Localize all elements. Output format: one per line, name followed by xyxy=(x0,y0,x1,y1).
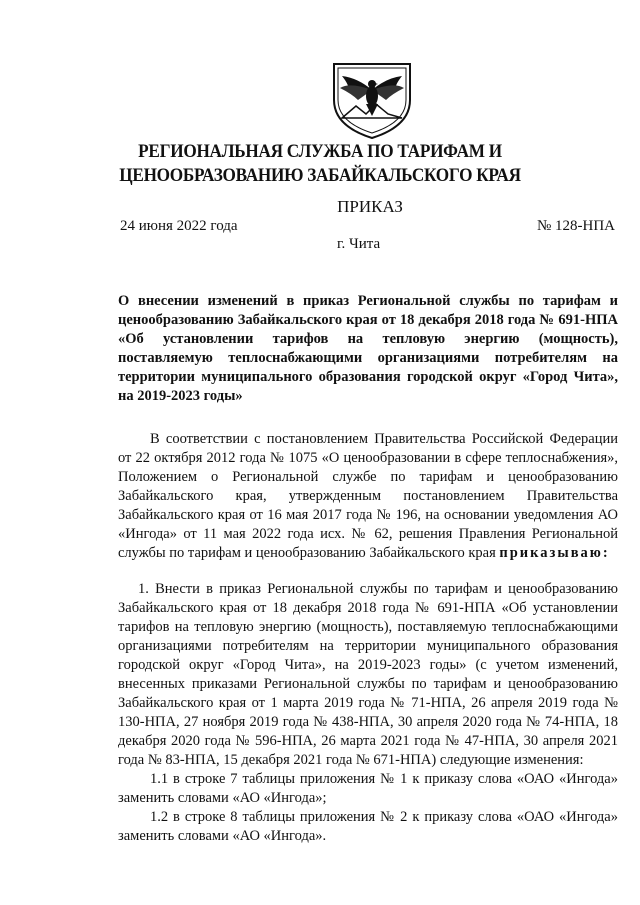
preamble-paragraph xyxy=(118,430,618,563)
document-city: г. Чита xyxy=(337,236,381,252)
coat-of-arms-emblem xyxy=(328,60,416,140)
preamble-text: В соответствии с постановлением Правительства Российской Федерации от 22 октября 2012 года № 1075 «О ценообразовании в сфере теплоснабжения», Положением о Региональной службе по тарифам и ценообразованию Забайкальского края, утвержденным постановлением Правительства Забайкальского края от 16 мая 2017 года № 196, на основании уведомления АО «Ингода» от 11 мая 2022 года исх. № 62, решения Правления Региональной службы по тарифам и ценообразованию Забайкальского края xyxy=(118,431,618,561)
org-line-2: ЦЕНООБРАЗОВАНИЮ ЗАБАЙКАЛЬСКОГО КРАЯ xyxy=(119,166,521,186)
document-number: № 128-НПА xyxy=(536,218,615,234)
document-title: О внесении изменений в приказ Региональной службы по тарифам и ценообразованию Забайкальского края от 18 декабря 2018 года № 691-НПА «Об установлении тарифов на тепловую энергию (мощность), поставляемую теплоснабжающими организациями потребителям на территории муниципального образования городской округ «Город Чита», на 2019-2023 годы» xyxy=(118,293,618,404)
item-1-2-paragraph: 1.2 в строке 8 таблицы приложения № 2 к приказу слова «ОАО «Ингода» заменить словами «АО «Ингода». xyxy=(118,809,618,844)
document-date: 24 июня 2022 года xyxy=(120,218,238,234)
document-type: ПРИКАЗ xyxy=(337,197,403,216)
org-line-1: РЕГИОНАЛЬНАЯ СЛУЖБА ПО ТАРИФАМ И xyxy=(138,142,502,162)
organization-name xyxy=(115,140,524,188)
item-1-1-paragraph: 1.1 в строке 7 таблицы приложения № 1 к приказу слова «ОАО «Ингода» заменить словами «АО «Ингода»; xyxy=(118,771,618,806)
item-1-paragraph: 1. Внести в приказ Региональной службы по тарифам и ценообразованию Забайкальского края от 18 декабря 2018 года № 691-НПА «Об установлении тарифов на тепловую энергию (мощность), поставляемую теплоснабжающими организациями потребителям на территории муниципального образования городской округ «Город Чита», на 2019-2023 годы» (с учетом изменений, внесенных приказами Региональной службы по тарифам и ценообразованию Забайкальского края от 1 марта 2019 года № 71-НПА, 26 апреля 2019 года № 130-НПА, 27 ноября 2019 года № 438-НПА, 30 апреля 2020 года № 74-НПА, 18 декабря 2020 года № 596-НПА, 26 марта 2021 года № 47-НПА, 30 апреля 2021 года № 83-НПА, 15 декабря 2021 года № 671-НПА) следующие изменения: xyxy=(118,581,618,768)
order-word: приказываю: xyxy=(499,545,610,561)
